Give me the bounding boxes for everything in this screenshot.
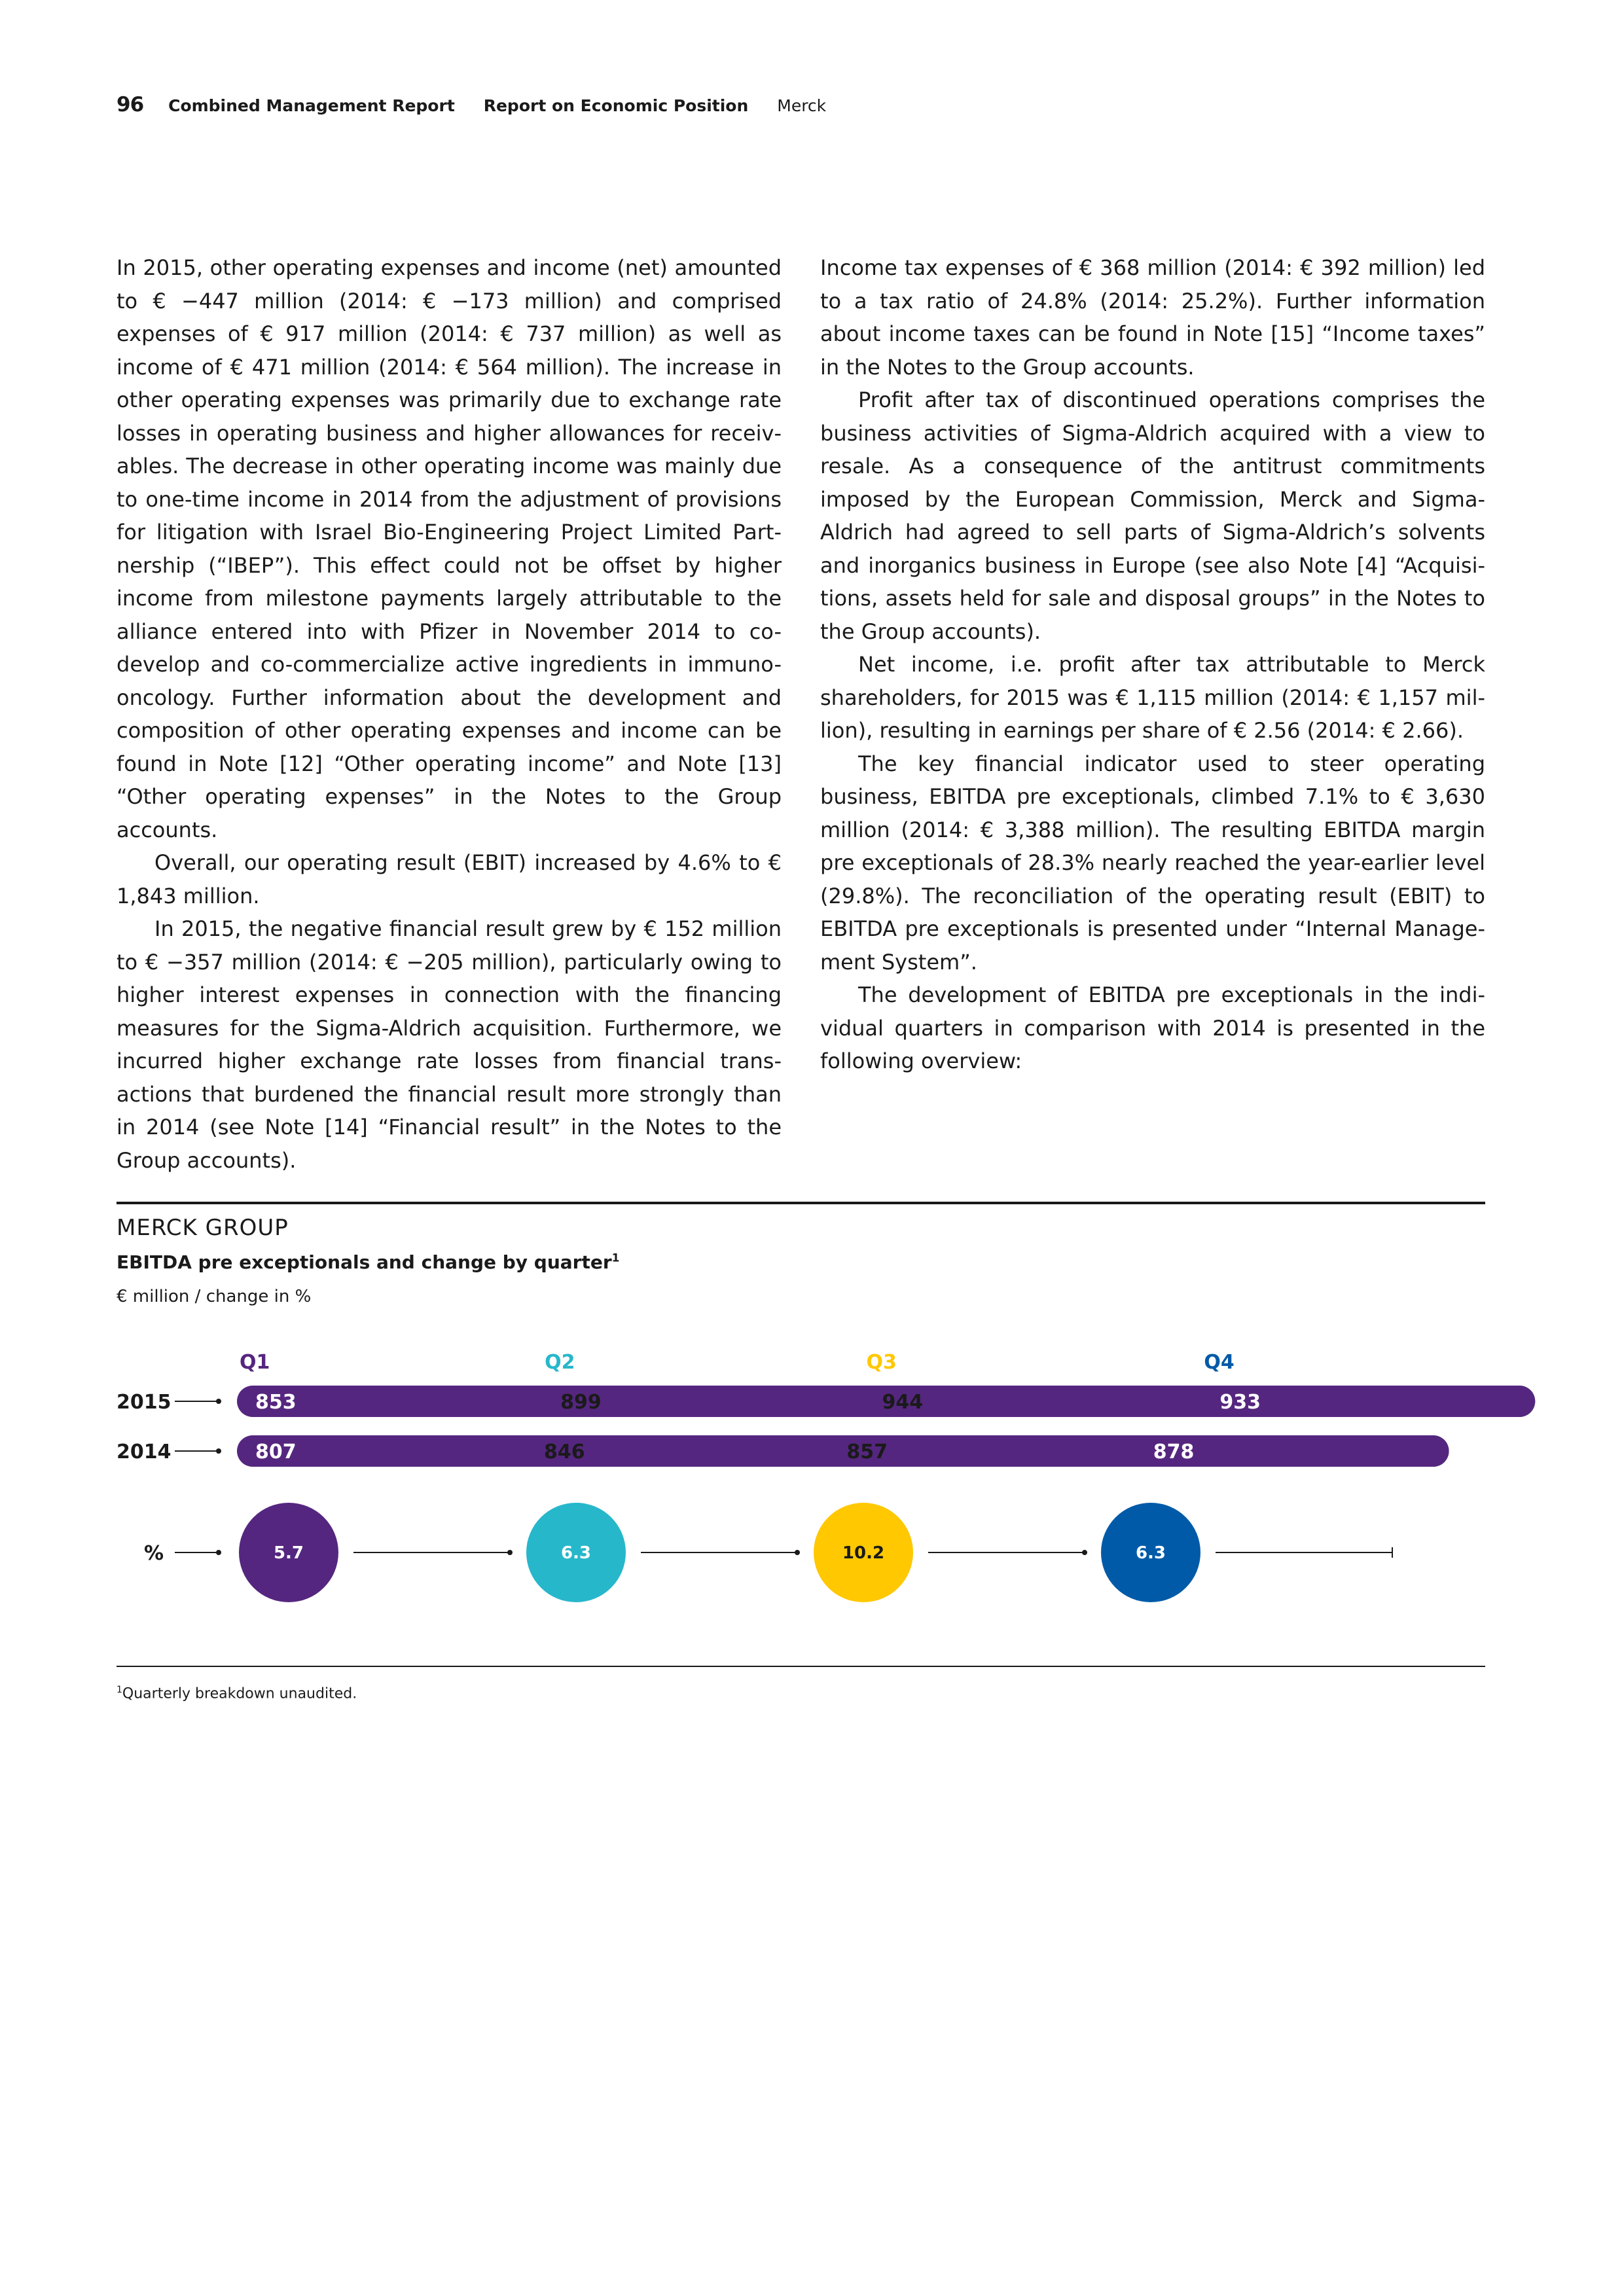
connector-dot: [795, 1550, 800, 1555]
leader-dot: [216, 1448, 221, 1454]
connector-dot: [1082, 1550, 1087, 1555]
header-company: Merck: [777, 96, 827, 115]
quarter-label-q4: Q4: [1204, 1351, 1235, 1374]
paragraph: In 2015, the negative financial result grew by € 152 million to € −357 million (2014: € −205 million), particularly owing to higher interest expenses in connection with the financing measures for the Sigma-Aldrich acquisition. Furthermore, we incurred higher exchange rate losses from financial transactions that burdened the financial result more strongly than in 2014 (see Note [14] “Financial result” in the Notes to the Group accounts).: [117, 916, 782, 1173]
connector-dot: [507, 1550, 513, 1555]
change-value-label: 5.7: [273, 1543, 304, 1563]
bar-value-label: 857: [846, 1441, 888, 1463]
bar-value-label: 807: [255, 1441, 297, 1463]
paragraph: Net income, i.e. profit after tax attributable to Merck shareholders, for 2015 was € 1,115 million (2014: € 1,157 million), resulting in earnings per share of € 2.56 (2014: € 2.66).: [820, 652, 1485, 743]
footnote-text: Quarterly breakdown unaudited.: [122, 1685, 357, 1702]
paragraph: In 2015, other operating expenses and income (net) amounted to € −447 million (2014: € −173 million) and comprised expenses of € 917 million (2014: € 737 million) as well as income of € 471 million (2014: € 564 million). The increase in other operating expenses was primarily due to exchange rate losses in operating business and higher allowances for receivables. The decrease in other operating income was mainly due to one-time income in 2014 from the adjustment of provisions for litigation with Israel Bio-Engineering Project Limited Partnership (“IBEP”). This effect could not be offset by higher income from milestone payments largely attributable to the alliance entered into with Pfizer in November 2014 to co-develop and co-commercialize active ingredients in immuno-oncology. Further information about the development and composition of other operating expenses and income can be found in Note [12] “Other operating income” and Note [13] “Other operating expenses” in the Notes to the Group accounts.: [117, 255, 782, 842]
footnote-marker: 1: [117, 1685, 122, 1695]
header-subsection: Report on Economic Position: [483, 96, 749, 115]
bar-value-label: 846: [544, 1441, 585, 1463]
paragraph: Profit after tax of discontinued operations comprises the business activities of Sigma-Aldrich acquired with a view to resale. As a consequence of the antitrust commitments imposed by the European Commission, Merck and Sigma-Aldrich had agreed to sell parts of Sigma-Aldrich’s solvents and inorganics business in Europe (see also Note [4] “Acquisitions, assets held for sale and disposal groups” in the Notes to the Group accounts).: [820, 387, 1485, 644]
series-label-2014: 2014: [117, 1441, 171, 1463]
leader-dot: [216, 1550, 221, 1555]
change-row-label: %: [144, 1542, 164, 1565]
series-label-2015: 2015: [117, 1391, 171, 1414]
bar-value-label: 853: [255, 1391, 297, 1414]
chart-subtitle-text: EBITDA pre exceptionals and change by quarter: [117, 1251, 612, 1273]
change-value-label: 6.3: [560, 1543, 592, 1563]
quarter-label-q2: Q2: [545, 1351, 575, 1374]
change-value-label: 10.2: [842, 1543, 885, 1563]
bar-value-label: 933: [1219, 1391, 1261, 1414]
bar-segment-2014-q1: [237, 1435, 1449, 1467]
footnote-marker: 1: [611, 1251, 620, 1265]
paragraph: The key financial indicator used to steer operating business, EBITDA pre exceptionals, climbed 7.1% to € 3,630 million (2014: € 3,388 million). The resulting EBITDA margin pre exceptionals of 28.3% nearly reached the year-earlier level (29.8%). The reconciliation of the operating result (EBIT) to EBITDA pre exceptionals is presented under “Internal Management System”.: [820, 751, 1485, 975]
bar-value-label: 878: [1153, 1441, 1195, 1463]
paragraph: Income tax expenses of € 368 million (2014: € 392 million) led to a tax ratio of 24.8% (2014: 25.2%). Further information about income taxes can be found in Note [15] “Income taxes” in the Notes to the Group accounts.: [820, 255, 1485, 380]
leader-dot: [216, 1399, 221, 1404]
bar-value-label: 944: [882, 1391, 924, 1414]
chart-bottom-rule: [117, 1666, 1485, 1667]
footnote: [117, 1685, 357, 1702]
paragraph: The development of EBITDA pre exceptionals in the individual quarters in comparison with 2014 is presented in the following overview:: [820, 982, 1485, 1073]
paragraph: Overall, our operating result (EBIT) increased by 4.6% to € 1,843 million.: [117, 850, 782, 908]
bar-value-label: 899: [560, 1391, 602, 1414]
chart-title: MERCK GROUP: [117, 1215, 289, 1241]
quarter-label-q3: Q3: [866, 1351, 897, 1374]
header-section: Combined Management Report: [168, 96, 455, 115]
quarter-label-q1: Q1: [240, 1351, 270, 1374]
chart-unit: € million / change in %: [117, 1287, 312, 1306]
page-number: 96: [117, 93, 144, 117]
change-value-label: 6.3: [1135, 1543, 1166, 1563]
